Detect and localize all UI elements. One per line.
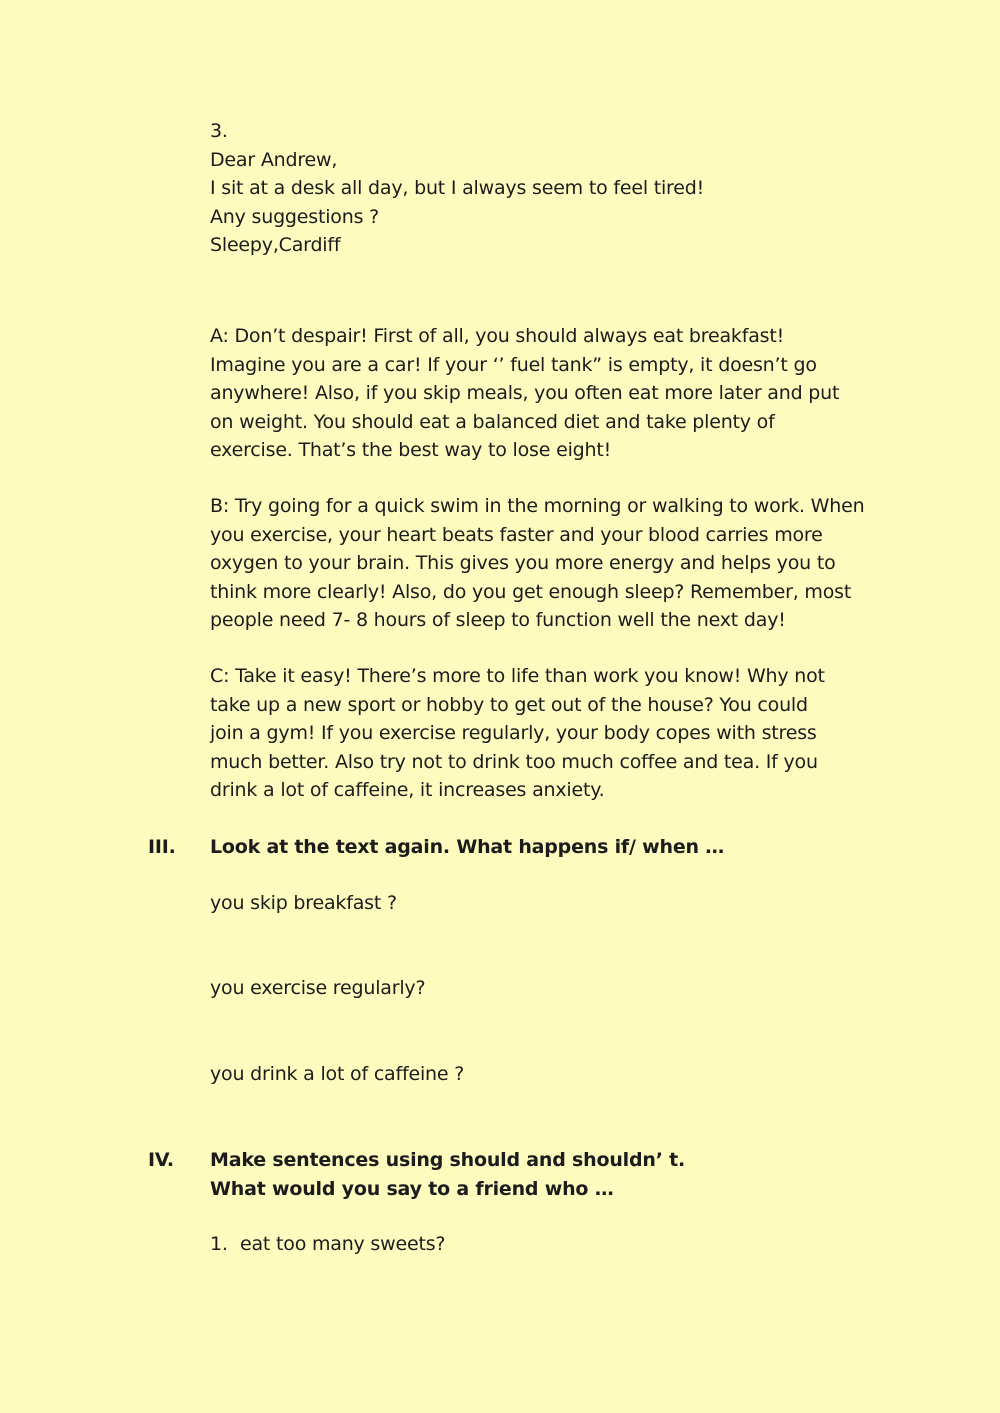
answer-line: much better. Also try not to drink too much coffee and tea. If you [210,750,818,773]
answer-line: A: Don’t despair! First of all, you should always eat breakfast! [210,325,785,347]
answer-line: people need 7- 8 hours of sleep to function well the next day! [210,609,786,631]
answer-line: oxygen to your brain. This gives you more energy and helps you to [210,552,836,574]
answer-line: take up a new sport or hobby to get out of the house? You could [210,693,808,716]
answer-line: anywhere! Also, if you skip meals, you often eat more later and put [210,382,840,404]
letter-line: I sit at a desk all day, but I always seem to feel tired! [210,177,705,199]
answer-line: B: Try going for a quick swim in the morning or walking to work. When [210,495,865,517]
letter-number: 3. [210,120,228,142]
answer-line: drink a lot of caffeine, it increases anxiety. [210,779,605,801]
section-title-line: Make sentences using should and shouldn’ t. [210,1149,686,1171]
list-marker: 1. [210,1233,228,1255]
letter-signature: Sleepy,Cardiff [210,234,341,256]
letter-line: Any suggestions ? [210,205,379,228]
answer-line: think more clearly! Also, do you get enough sleep? Remember, most [210,580,852,603]
answer-line: exercise. That’s the best way to lose eight! [210,439,612,461]
question-item: you exercise regularly? [210,977,426,999]
section-number: III. [148,836,176,858]
section-number: IV. [148,1149,174,1171]
letter-greeting: Dear Andrew, [210,148,338,171]
answer-line: on weight. You should eat a balanced diet and take plenty of [210,410,775,433]
question-item: you drink a lot of caffeine ? [210,1063,465,1085]
answer-c [210,662,900,805]
answer-line: C: Take it easy! There’s more to life than work you know! Why not [210,665,825,687]
answer-b [210,492,900,635]
section-title-line: What would you say to a friend who … [210,1177,614,1200]
answer-line: join a gym! If you exercise regularly, your body copes with stress [210,722,817,744]
reader-letter [210,117,900,260]
answer-line: Imagine you are a car! If your ‘’ fuel tank” is empty, it doesn’t go [210,353,817,376]
section-title: Look at the text again. What happens if/ when … [210,836,725,858]
question-item: you skip breakfast ? [210,892,397,914]
list-item-text: eat too many sweets? [240,1233,446,1255]
section-title [210,1146,685,1203]
list-item [210,1230,445,1259]
answer-line: you exercise, your heart beats faster and your blood carries more [210,523,823,546]
answer-a [210,322,900,465]
